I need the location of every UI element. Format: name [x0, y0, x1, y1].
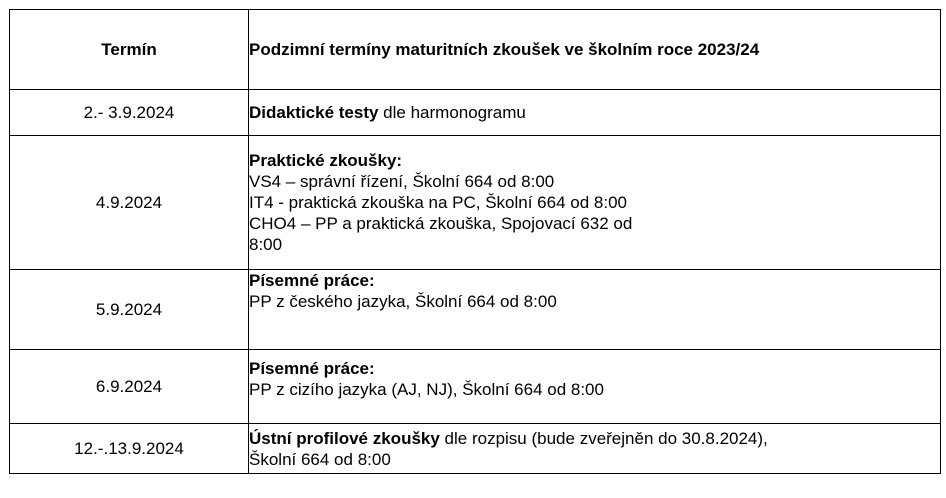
- header-description: Podzimní termíny maturitních zkoušek ve školním roce 2023/24: [249, 10, 941, 90]
- row-date: 12.-.13.9.2024: [10, 424, 249, 474]
- row-date: 6.9.2024: [10, 350, 249, 424]
- row-description: [249, 424, 941, 474]
- exam-schedule-table: [9, 9, 941, 474]
- row-title: Písemné práce:: [249, 359, 375, 378]
- row-title: Ústní profilové zkoušky: [249, 428, 440, 448]
- row-date: 4.9.2024: [10, 136, 249, 270]
- row-line: PP z českého jazyka, Školní 664 od 8:00: [249, 292, 557, 311]
- table-row: [10, 270, 941, 350]
- table-row: [10, 424, 941, 474]
- row-title: Písemné práce:: [249, 271, 375, 290]
- table-row: [10, 350, 941, 424]
- row-line: CHO4 – PP a praktická zkouška, Spojovací 632 od: [249, 214, 633, 233]
- row-line: IT4 - praktická zkouška na PC, Školní 664 od 8:00: [249, 193, 627, 212]
- table-row: [10, 136, 941, 270]
- row-line: 8:00: [249, 235, 283, 254]
- table-row: [10, 90, 941, 136]
- table-header-row: [10, 10, 941, 90]
- row-title: Didaktické testy: [249, 103, 379, 122]
- row-title-line: [249, 102, 940, 123]
- row-date: 2.- 3.9.2024: [10, 90, 249, 136]
- row-description: [249, 90, 941, 136]
- row-line: VS4 – správní řízení, Školní 664 od 8:00: [249, 172, 555, 191]
- row-title-suffix: dle rozpisu (bude zveřejněn do 30.8.2024),: [439, 428, 768, 448]
- row-title-line: [249, 428, 940, 449]
- row-description: [249, 350, 941, 424]
- row-title-suffix: dle harmonogramu: [378, 103, 526, 122]
- row-description: [249, 270, 941, 350]
- row-line: PP z cizího jazyka (AJ, NJ), Školní 664 od 8:00: [249, 380, 604, 399]
- row-title: Praktické zkoušky:: [249, 151, 403, 170]
- row-date: 5.9.2024: [10, 270, 249, 350]
- row-line: Školní 664 od 8:00: [249, 449, 391, 469]
- row-description: [249, 136, 941, 270]
- header-date: Termín: [10, 10, 249, 90]
